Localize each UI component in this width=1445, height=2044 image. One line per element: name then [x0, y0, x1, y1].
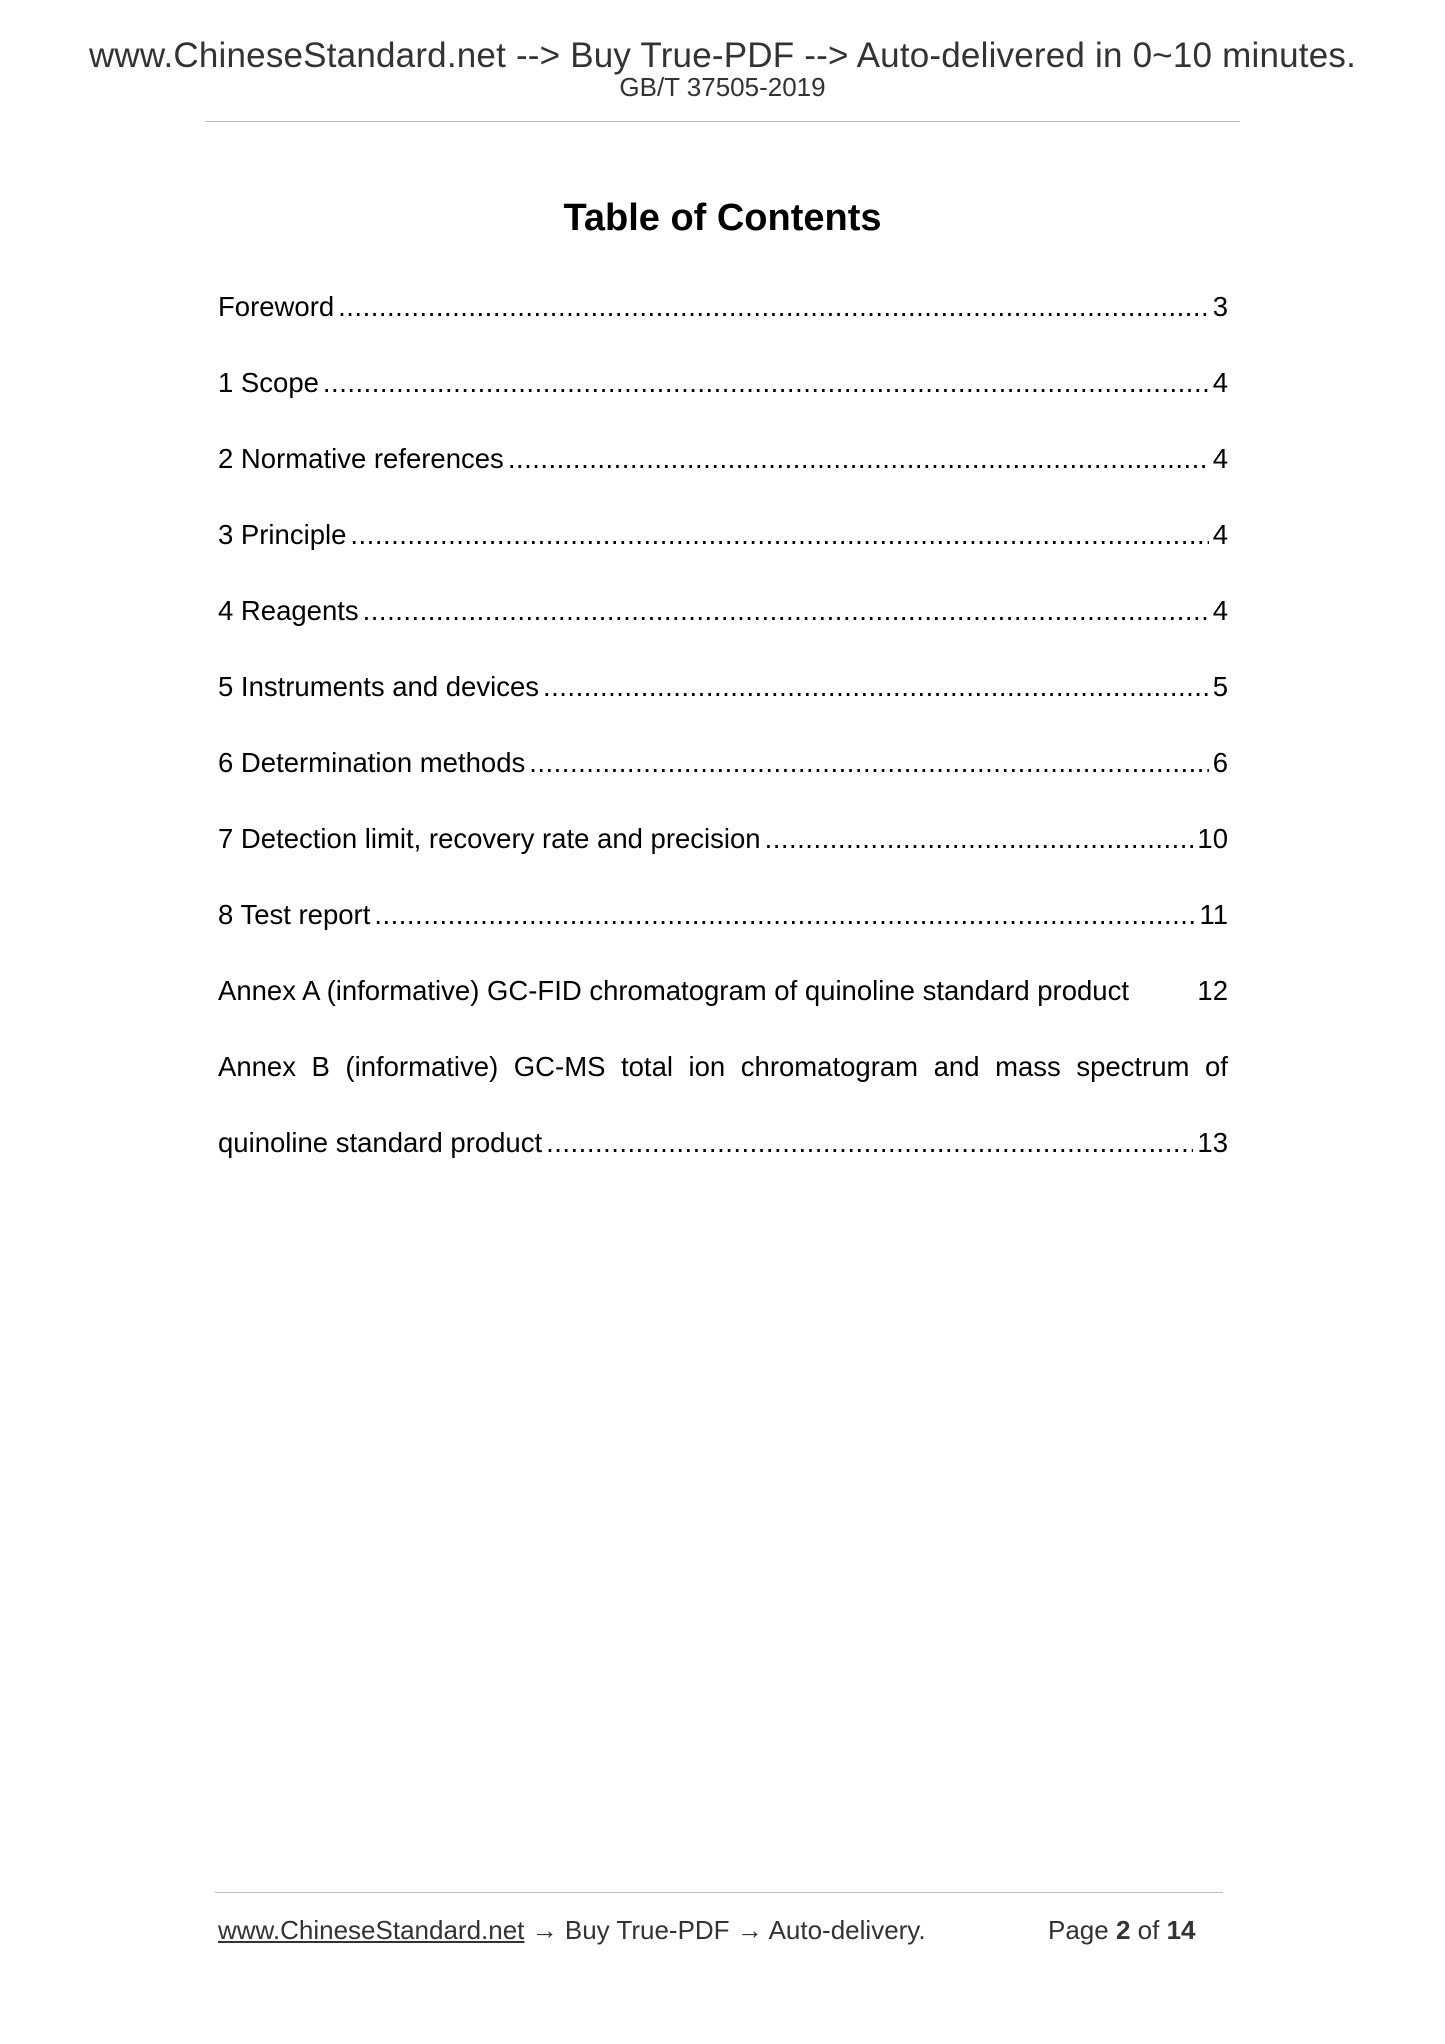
top-banner: www.ChineseStandard.net --> Buy True-PDF --> Auto-delivered in 0~10 minutes.: [88, 36, 1357, 75]
toc-word: and: [933, 1051, 980, 1082]
toc-word: total: [621, 1051, 673, 1082]
toc-word: B: [311, 1051, 330, 1082]
dot-leader: [363, 594, 1209, 628]
toc-entry-title: Foreword: [218, 291, 335, 322]
page-title: Table of Contents: [563, 197, 882, 240]
toc-entry-title: 6 Determination methods: [218, 747, 526, 778]
toc-entry-title: 1 Scope: [218, 367, 319, 398]
toc-entry-title: Annex A (informative) GC-FID chromatogram of quinoline standard product: [218, 975, 1129, 1006]
dot-leader: [350, 518, 1208, 552]
dot-leader: [543, 670, 1209, 704]
toc-entry-page: 11: [1199, 899, 1228, 930]
toc-entry-title: 3 Principle: [218, 519, 347, 550]
toc-word: chromatogram: [740, 1051, 919, 1082]
toc-entry-page: 10: [1197, 823, 1228, 854]
footer-promo: [218, 1913, 926, 1947]
toc-entry-page: 4: [1212, 595, 1228, 626]
toc-entry-title: 7 Detection limit, recovery rate and precision: [218, 823, 761, 854]
of-label: of: [1137, 1915, 1160, 1945]
toc-entry-scope[interactable]: [218, 366, 1228, 400]
standard-code: GB/T 37505-2019: [619, 72, 826, 102]
toc-word: Annex: [218, 1051, 296, 1082]
toc-entry-title: 5 Instruments and devices: [218, 671, 540, 702]
toc-entry-page: 3: [1212, 291, 1228, 322]
dot-leader: [508, 442, 1209, 476]
toc-entry-determination-methods[interactable]: [218, 746, 1228, 780]
dot-leader: [765, 822, 1194, 856]
dot-leader: [323, 366, 1209, 400]
footer-site-link[interactable]: www.ChineseStandard.net: [218, 1915, 525, 1945]
toc-entry-title: 2 Normative references: [218, 443, 504, 474]
toc-entry-page: 12: [1197, 975, 1228, 1006]
toc-entry-principle[interactable]: [218, 518, 1228, 552]
toc-word: (informative): [345, 1051, 499, 1082]
toc-word: mass: [995, 1051, 1061, 1082]
footer-tail-text: → Buy True-PDF → Auto-delivery.: [524, 1915, 926, 1945]
page-indicator: [1048, 1913, 1196, 1947]
total-pages: 14: [1166, 1915, 1196, 1945]
toc-entry-page: 4: [1212, 443, 1228, 474]
current-page-number: 2: [1115, 1915, 1131, 1945]
toc-entry-page: 4: [1212, 519, 1228, 550]
toc-word: GC-MS: [513, 1051, 606, 1082]
toc-entry-annex-b-line-1[interactable]: [218, 1050, 1228, 1084]
toc-entry-normative-references[interactable]: [218, 442, 1228, 476]
dot-leader: [529, 746, 1208, 780]
dot-leader: [338, 290, 1209, 324]
toc-entry-page: 5: [1212, 671, 1228, 702]
toc-entry-annex-b-line-2[interactable]: [218, 1126, 1228, 1160]
toc-entry-annex-a[interactable]: [218, 974, 1228, 1008]
toc-entry-title: 4 Reagents: [218, 595, 359, 626]
dot-leader: [374, 898, 1195, 932]
dot-leader: [546, 1126, 1193, 1160]
toc-entry-page: 13: [1197, 1127, 1228, 1158]
footer-divider: [215, 1892, 1223, 1893]
toc-word: ion: [688, 1051, 726, 1082]
toc-entry-instruments[interactable]: [218, 670, 1228, 704]
toc-entry-title: quinoline standard product: [218, 1127, 543, 1158]
toc-entry-reagents[interactable]: [218, 594, 1228, 628]
header-divider: [205, 121, 1240, 122]
toc-entry-foreword[interactable]: [218, 290, 1228, 324]
toc-entry-test-report[interactable]: [218, 898, 1228, 932]
toc-entry-title: 8 Test report: [218, 899, 371, 930]
page-label: Page: [1048, 1915, 1109, 1945]
toc-entry-page: 6: [1212, 747, 1228, 778]
toc-entry-detection-limit[interactable]: [218, 822, 1228, 856]
toc-entry-page: 4: [1212, 367, 1228, 398]
toc-word: of: [1204, 1051, 1228, 1082]
toc-word: spectrum: [1076, 1051, 1190, 1082]
